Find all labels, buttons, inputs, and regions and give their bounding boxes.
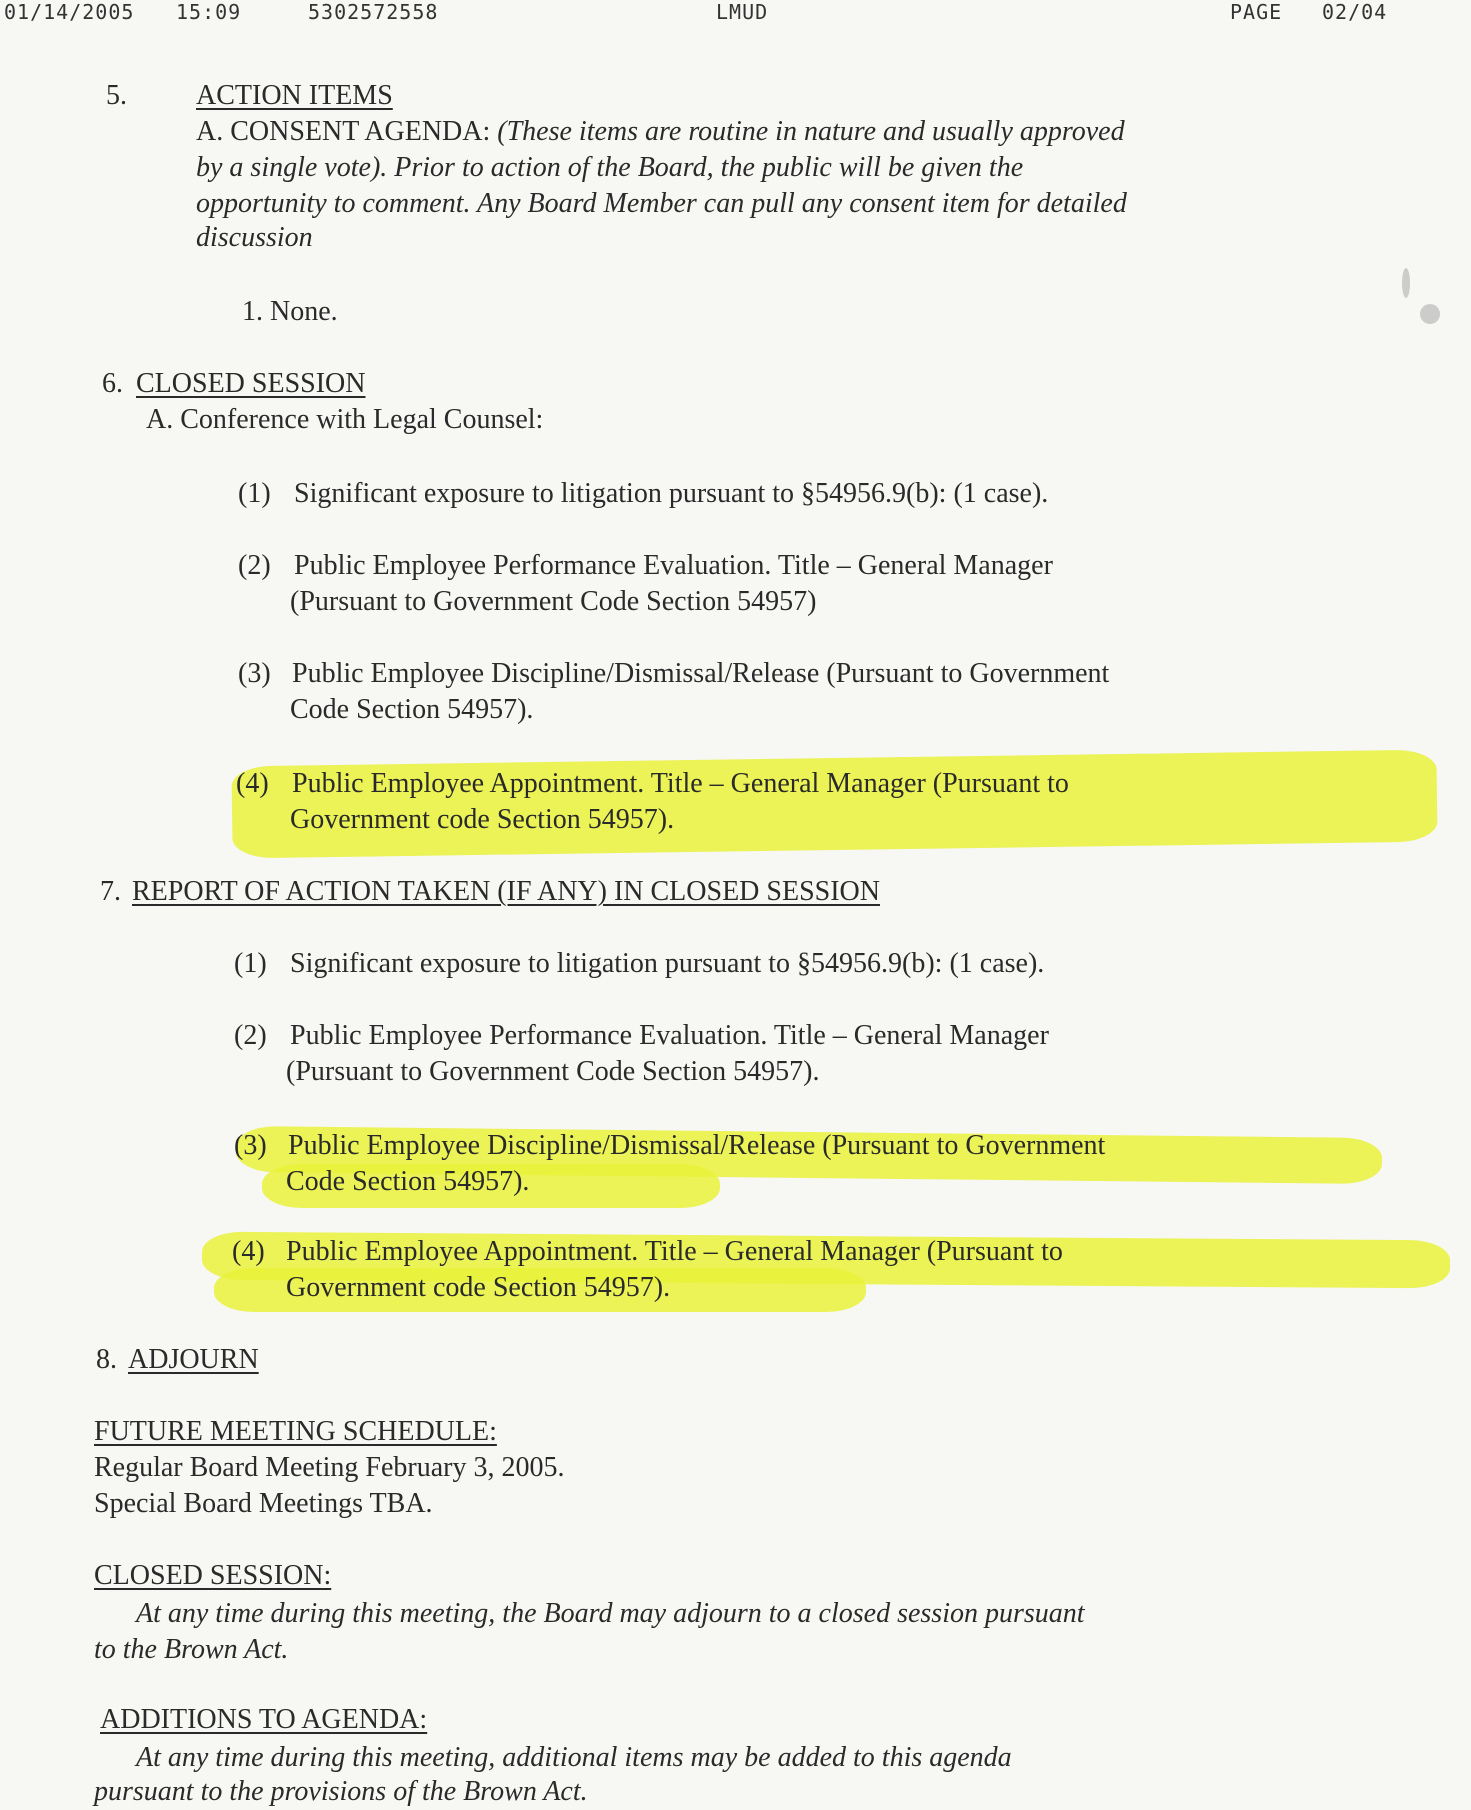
paper-smudge-streak (1402, 268, 1410, 298)
s7-item-num: (3) (234, 1130, 267, 1161)
s7-item-line: (Pursuant to Government Code Section 54957). (286, 1056, 820, 1087)
additions-title: ADDITIONS TO AGENDA: (100, 1704, 428, 1735)
s6-item-num: (2) (238, 550, 271, 581)
s7-item-num: (4) (232, 1236, 265, 1267)
consent-item-1: 1. None. (242, 296, 338, 327)
consent-agenda-desc-2: by a single vote). Prior to action of the Board, the public will be given the (196, 152, 1024, 183)
future-meeting-line1: Regular Board Meeting February 3, 2005. (94, 1452, 565, 1483)
s7-item-num: (1) (234, 948, 267, 979)
consent-agenda-desc-4: discussion (196, 222, 313, 253)
s6-item-num: (4) (236, 768, 269, 799)
section7-number: 7. (100, 876, 121, 907)
s7-item-line: Significant exposure to litigation pursuant to §54956.9(b): (1 case). (290, 948, 1045, 979)
closed-session-note-title: CLOSED SESSION: (94, 1560, 332, 1591)
fax-time: 15:09 (176, 0, 242, 24)
s6-item-line: Code Section 54957). (290, 694, 534, 725)
s7-item-line: Code Section 54957). (286, 1166, 530, 1197)
consent-agenda-desc-3: opportunity to comment. Any Board Member can pull any consent item for detailed (196, 188, 1127, 219)
section6-title: CLOSED SESSION (136, 368, 366, 399)
section8-title: ADJOURN (128, 1344, 259, 1375)
consent-agenda-desc-1: (These items are routine in nature and usually approved (497, 116, 1125, 147)
s6-item-num: (1) (238, 478, 271, 509)
fax-date: 01/14/2005 (4, 0, 135, 24)
closed-session-note-line1: At any time during this meeting, the Board may adjourn to a closed session pursuant (136, 1598, 1085, 1629)
consent-agenda-label: A. CONSENT AGENDA: (196, 116, 491, 147)
fax-phone: 5302572558 (308, 0, 439, 24)
s7-item-num: (2) (234, 1020, 267, 1051)
s6-item-line: Public Employee Discipline/Dismissal/Release (Pursuant to Government (292, 658, 1110, 689)
section5-number: 5. (106, 80, 127, 111)
section6-sub-a: A. Conference with Legal Counsel: (146, 404, 544, 435)
fax-header (0, 0, 1471, 28)
closed-session-note-line2: to the Brown Act. (94, 1634, 289, 1665)
paper-smudge (1420, 304, 1440, 324)
section8-number: 8. (96, 1344, 117, 1375)
additions-line2: pursuant to the provisions of the Brown Act. (94, 1776, 588, 1807)
future-meeting-title: FUTURE MEETING SCHEDULE: (94, 1416, 497, 1447)
fax-page-label: PAGE (1230, 0, 1283, 24)
s6-item-num: (3) (238, 658, 271, 689)
consent-agenda-line1 (196, 114, 1125, 150)
section5-title: ACTION ITEMS (196, 80, 393, 111)
section6-number: 6. (102, 368, 123, 399)
s6-item-line: Government code Section 54957). (290, 804, 675, 835)
s6-item-line: Significant exposure to litigation pursuant to §54956.9(b): (1 case). (294, 478, 1049, 509)
section7-title: REPORT OF ACTION TAKEN (IF ANY) IN CLOSED SESSION (132, 876, 880, 907)
additions-line1: At any time during this meeting, additional items may be added to this agenda (136, 1742, 1012, 1773)
fax-page-number: 02/04 (1322, 0, 1388, 24)
s7-item-line: Government code Section 54957). (286, 1272, 671, 1303)
future-meeting-line2: Special Board Meetings TBA. (94, 1488, 433, 1519)
s7-item-line: Public Employee Discipline/Dismissal/Release (Pursuant to Government (288, 1130, 1106, 1161)
s7-item-line: Public Employee Performance Evaluation. Title – General Manager (290, 1020, 1049, 1051)
s6-item-line: Public Employee Performance Evaluation. Title – General Manager (294, 550, 1053, 581)
fax-sender: LMUD (716, 0, 769, 24)
s6-item-line: Public Employee Appointment. Title – General Manager (Pursuant to (292, 768, 1069, 799)
s7-item-line: Public Employee Appointment. Title – General Manager (Pursuant to (286, 1236, 1063, 1267)
s6-item-line: (Pursuant to Government Code Section 54957) (290, 586, 817, 617)
